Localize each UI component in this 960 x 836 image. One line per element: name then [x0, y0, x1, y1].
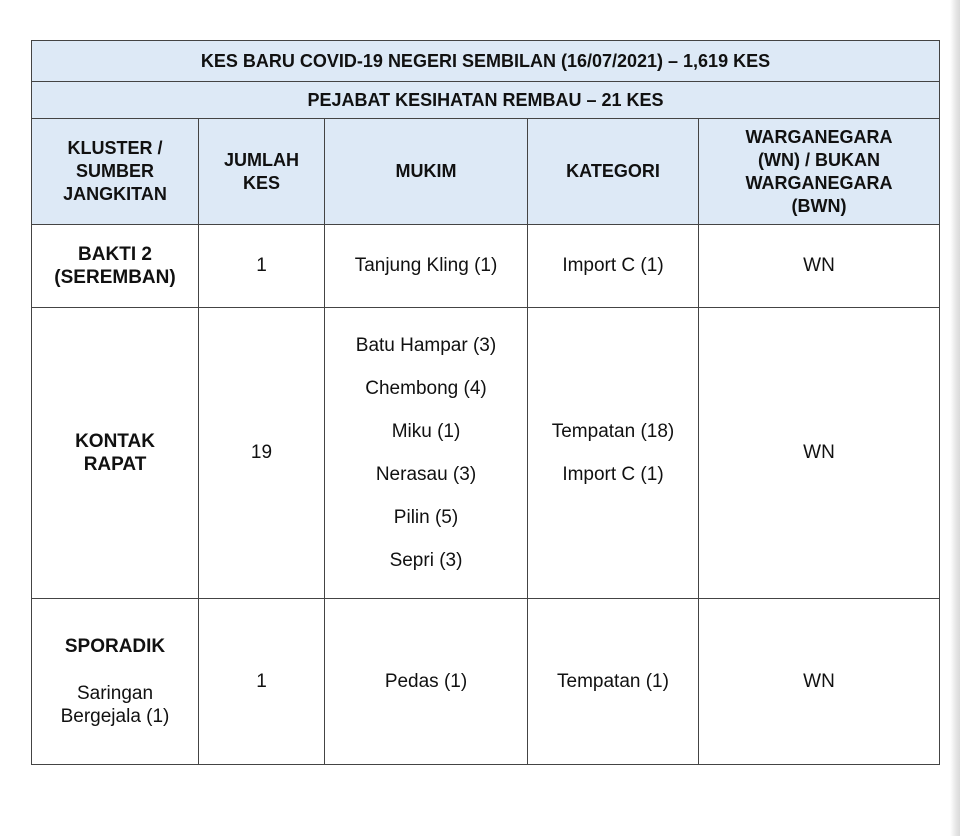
count-cell: 19	[199, 308, 325, 599]
count-cell: 1	[199, 225, 325, 308]
mukim-item: Batu Hampar (3)	[355, 335, 497, 356]
citizenship-cell: WN	[699, 599, 940, 765]
mukim-item: Miku (1)	[391, 421, 461, 442]
header-category: KATEGORI	[528, 119, 699, 225]
cluster-cell: SPORADIK Saringan Bergejala (1)	[32, 599, 199, 765]
table-row	[32, 225, 940, 308]
table-title: KES BARU COVID-19 NEGERI SEMBILAN (16/07/2021) – 1,619 KES	[32, 41, 940, 82]
citizenship-cell: WN	[699, 225, 940, 308]
header-citizenship: WARGANEGARA (WN) / BUKAN WARGANEGARA (BWN)	[699, 119, 940, 225]
mukim-item: Pilin (5)	[393, 507, 459, 528]
mukim-cell	[325, 308, 528, 599]
mukim-cell: Pedas (1)	[325, 599, 528, 765]
page-edge-shadow	[950, 0, 960, 836]
column-header-row	[32, 119, 940, 225]
covid-cases-table	[31, 40, 940, 765]
mukim-item: Sepri (3)	[389, 550, 463, 571]
category-cell	[528, 308, 699, 599]
cluster-cell: KONTAK RAPAT	[32, 308, 199, 599]
category-item: Import C (1)	[562, 464, 664, 485]
citizenship-cell: WN	[699, 308, 940, 599]
table-title-row	[32, 41, 940, 82]
category-cell: Import C (1)	[528, 225, 699, 308]
mukim-cell: Tanjung Kling (1)	[325, 225, 528, 308]
category-item: Tempatan (18)	[551, 421, 675, 442]
table-subtitle: PEJABAT KESIHATAN REMBAU – 21 KES	[32, 82, 940, 119]
mukim-item: Chembong (4)	[365, 378, 487, 399]
header-mukim: MUKIM	[325, 119, 528, 225]
header-cluster: KLUSTER / SUMBER JANGKITAN	[32, 119, 199, 225]
cluster-subnote: Saringan Bergejala (1)	[60, 683, 170, 727]
mukim-item: Nerasau (3)	[375, 464, 477, 485]
table-row	[32, 599, 940, 765]
category-cell: Tempatan (1)	[528, 599, 699, 765]
count-cell: 1	[199, 599, 325, 765]
table-row	[32, 308, 940, 599]
cluster-cell: BAKTI 2 (SEREMBAN)	[32, 225, 199, 308]
header-count: JUMLAH KES	[199, 119, 325, 225]
table-subtitle-row	[32, 82, 940, 119]
